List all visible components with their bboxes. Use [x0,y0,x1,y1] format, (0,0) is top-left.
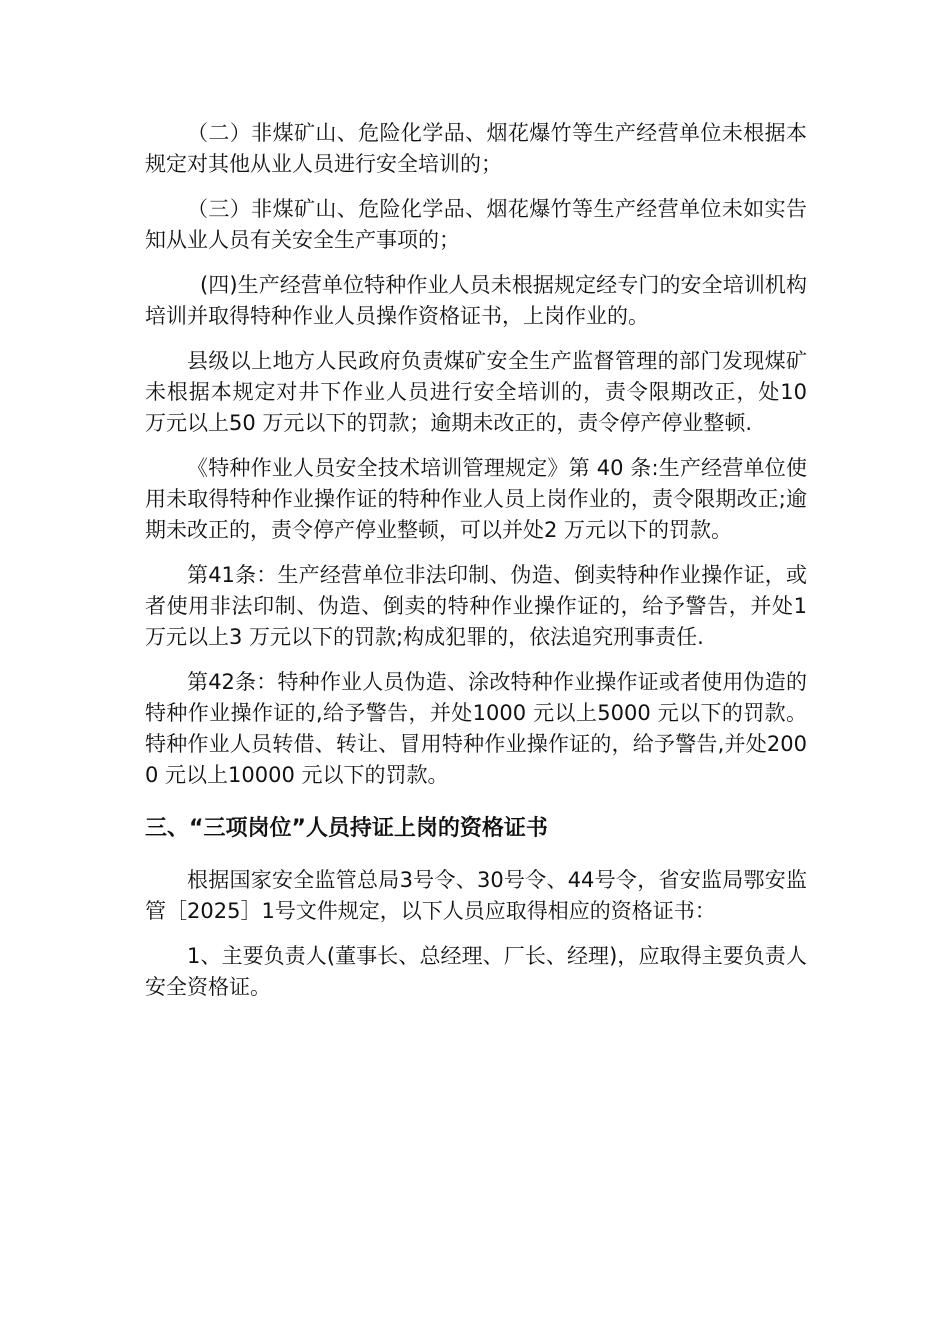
paragraph-item-4: (四)生产经营单位特种作业人员未根据规定经专门的安全培训机构培训并取得特种作业人员操作资格证书，上岗作业的。 [145,273,807,328]
paragraph-coal-mine-penalty: 县级以上地方人民政府负责煤矿安全生产监督管理的部门发现煤矿未根据本规定对井下作业人员进行安全培训的，责令限期改正，处10 万元以上50 万元以下的罚款；逾期未改正的，责令停产停业整顿. [145,349,807,435]
paragraph-item-3: （三）非煤矿山、危险化学品、烟花爆竹等生产经营单位未如实告知从业人员有关安全生产事项的； [145,197,807,252]
paragraph-article-41: 第41条：生产经营单位非法印制、伪造、倒卖特种作业操作证，或者使用非法印制、伪造、倒卖的特种作业操作证的，给予警告，并处1 万元以上3 万元以下的罚款;构成犯罪的，依法追究刑事责任. [145,563,807,649]
paragraph-article-40: 《特种作业人员安全技术培训管理规定》第 40 条:生产经营单位使用未取得特种作业操作证的特种作业人员上岗作业的，责令限期改正;逾期未改正的，责令停产停业整顿，可以并处2 万元以下的罚款。 [145,456,807,542]
paragraph-article-42: 第42条：特种作业人员伪造、涂改特种作业操作证或者使用伪造的特种作业操作证的,给予警告，并处1000 元以上5000 元以下的罚款。特种作业人员转借、转让、冒用特种作业操作证的，给予警告,并处2000 元以上10000 元以下的罚款。 [145,670,807,787]
document-body [145,118,807,1017]
paragraph-item-2: （二）非煤矿山、危险化学品、烟花爆竹等生产经营单位未根据本规定对其他从业人员进行安全培训的； [145,121,807,176]
paragraph-principal-certificate: 1、主要负责人(董事长、总经理、厂长、经理)，应取得主要负责人安全资格证。 [145,944,807,999]
paragraph-regulation-basis: 根据国家安全监管总局3号令、30号令、44号令，省安监局鄂安监管［2025］1号文件规定，以下人员应取得相应的资格证书： [145,868,807,923]
section-heading: 三、“三项岗位”人员持证上岗的资格证书 [145,816,548,841]
